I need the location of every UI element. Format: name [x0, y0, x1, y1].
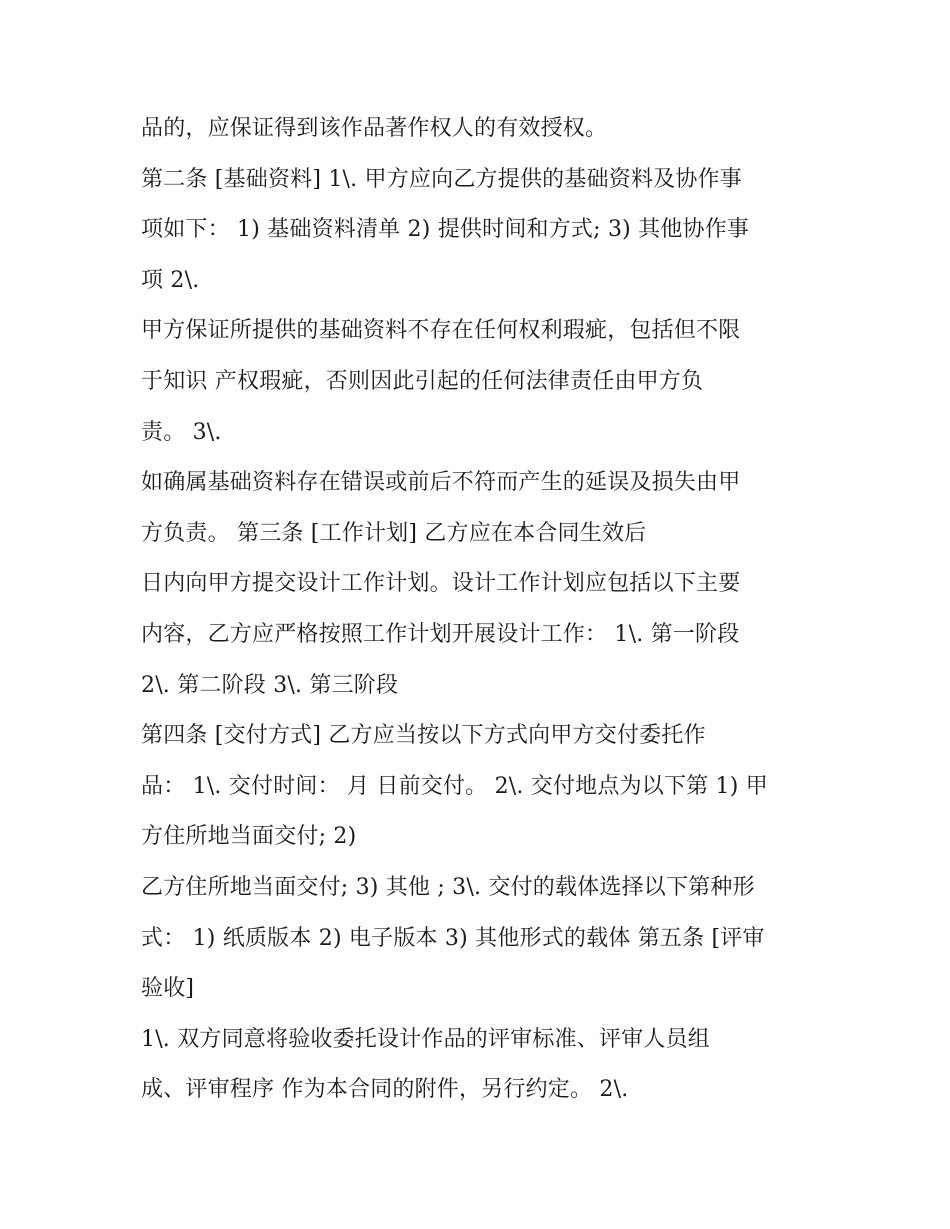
text-line: 内容，乙方应严格按照工作计划开展设计工作： 1\. 第一阶段 [141, 621, 740, 647]
text-line: 第二条 [基础资料] 1\. 甲方应向乙方提供的基础资料及协作事 [141, 166, 742, 192]
text-line: 项如下： 1) 基础资料清单 2) 提供时间和方式; 3) 其他协作事 [141, 217, 750, 243]
text-line: 品的，应保证得到该作品著作权人的有效授权。 [141, 116, 608, 141]
text-line: 甲方保证所提供的基础资料不存在任何权利瑕疵，包括但不限 [141, 318, 741, 344]
text-line: 品： 1\. 交付时间： 月 日前交付。 2\. 交付地点为以下第 1) 甲 [141, 773, 768, 799]
text-line: 式： 1) 纸质版本 2) 电子版本 3) 其他形式的载体 第五条 [评审 [141, 925, 765, 951]
text-line: 乙方住所地当面交付; 3) 其他 ; 3\. 交付的载体选择以下第种形 [141, 874, 755, 900]
text-line: 1\. 双方同意将验收委托设计作品的评审标准、评审人员组 [141, 1026, 710, 1052]
text-line: 项 2\. [141, 267, 200, 293]
text-line: 日内向甲方提交设计工作计划。设计工作计划应包括以下主要 [141, 571, 741, 597]
text-line: 成、评审程序 作为本合同的附件，另行约定。 2\. [141, 1077, 629, 1103]
text-line: 方负责。 第三条 [工作计划] 乙方应在本合同生效后 [141, 520, 647, 546]
text-line: 如确属基础资料存在错误或前后不符而产生的延误及损失由甲 [141, 470, 741, 496]
text-line: 2\. 第二阶段 3\. 第三阶段 [141, 672, 399, 698]
document-body [141, 104, 841, 1116]
text-line: 第四条 [交付方式] 乙方应当按以下方式向甲方交付委托作 [141, 723, 706, 749]
text-line: 验收] [141, 976, 195, 1002]
text-line: 责。 3\. [141, 419, 222, 445]
text-line: 于知识 产权瑕疵，否则因此引起的任何法律责任由甲方负 [141, 368, 704, 394]
text-line: 方住所地当面交付; 2) [141, 824, 357, 850]
